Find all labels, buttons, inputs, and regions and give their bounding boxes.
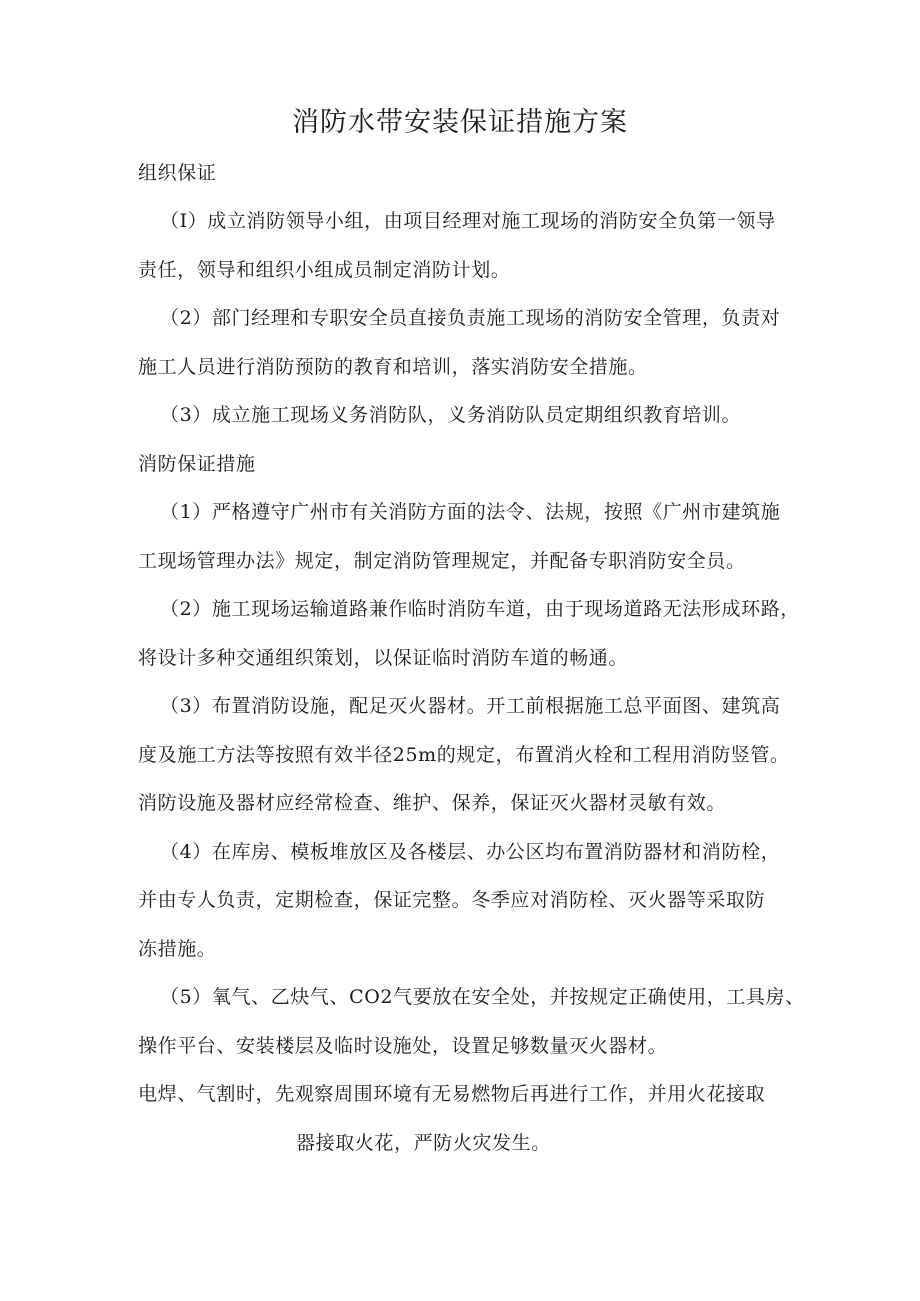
paragraph-line: 施工人员进行消防预防的教育和培训，落实消防安全措施。: [138, 356, 648, 378]
paragraph-line: （1）严格遵守广州市有关消防方面的法令、法规，按照《广州市建筑施: [160, 501, 781, 523]
section-heading: 组织保证: [138, 162, 217, 184]
paragraph-line: 工现场管理办法》规定，制定消防管理规定，并配备专职消防安全员。: [138, 550, 746, 572]
paragraph-line: 责任，领导和组织小组成员制定消防计划。: [138, 259, 511, 281]
paragraph-line: 电焊、气割时，先观察周围环境有无易燃物后再进行工作，并用火花接取: [138, 1083, 766, 1105]
paragraph-line: 冻措施。: [138, 938, 217, 960]
paragraph-line: （2）施工现场运输道路兼作临时消防车道，由于现场道路无法形成环路，: [160, 598, 800, 620]
paragraph-line: 消防设施及器材应经常检查、维护、保养，保证灭火器材灵敏有效。: [138, 792, 727, 814]
paragraph-line: 器接取火花，严防火灾发生。: [296, 1132, 551, 1154]
paragraph-line: 操作平台、安装楼层及临时设施处，设置足够数量灭火器材。: [138, 1035, 668, 1057]
paragraph-line: （5）氧气、乙炔气、CO2气要放在安全处，并按规定正确使用，工具房、: [160, 986, 805, 1008]
section-heading: 消防保证措施: [138, 453, 256, 475]
paragraph-line: 度及施工方法等按照有效半径25m的规定，布置消火栓和工程用消防竖管。: [138, 744, 790, 766]
page-title: 消防水带安装保证措施方案: [292, 107, 628, 138]
paragraph-line: （3）布置消防设施，配足灭火器材。开工前根据施工总平面图、建筑高: [160, 695, 781, 717]
paragraph-line: 将设计多种交通组织策划，以保证临时消防车道的畅通。: [138, 647, 629, 669]
paragraph-line: （4）在库房、模板堆放区及各楼层、办公区均布置消防器材和消防栓，: [160, 841, 781, 863]
paragraph-line: （3）成立施工现场义务消防队，义务消防队员定期组织教育培训。: [160, 404, 742, 426]
paragraph-line: （I）成立消防领导小组，由项目经理对施工现场的消防安全负第一领导: [160, 210, 776, 232]
paragraph-line: 并由专人负责，定期检查，保证完整。冬季应对消防栓、灭火器等采取防: [138, 889, 766, 911]
paragraph-line: （2）部门经理和专职安全员直接负责施工现场的消防安全管理，负责对: [160, 307, 781, 329]
